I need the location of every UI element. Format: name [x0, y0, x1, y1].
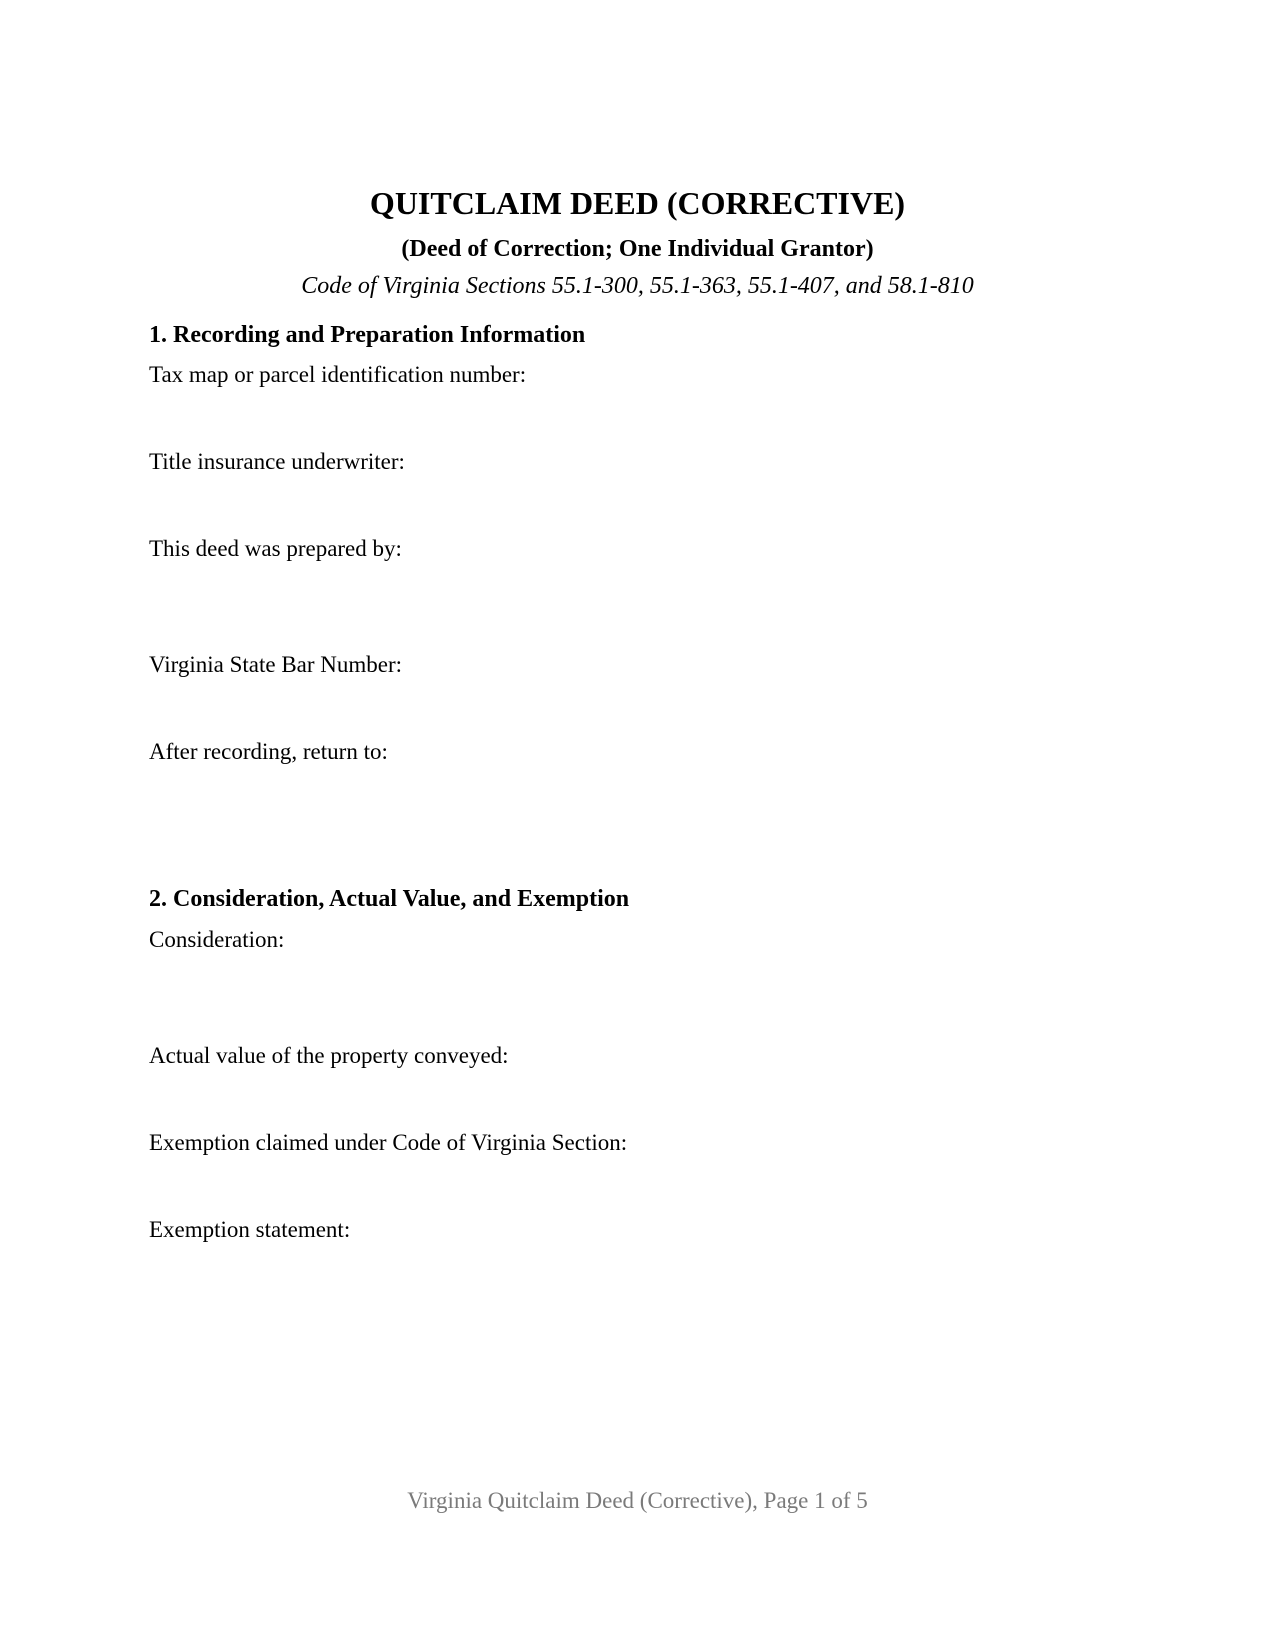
code-reference: Code of Virginia Sections 55.1-300, 55.1-363, 55.1-407, and 58.1-810: [301, 273, 974, 299]
document-subtitle: (Deed of Correction; One Individual Grantor): [401, 236, 874, 262]
document-title: QUITCLAIM DEED (CORRECTIVE): [369, 185, 906, 221]
section-2-heading: 2. Consideration, Actual Value, and Exemption: [149, 886, 630, 912]
field-label-exemption-section: Exemption claimed under Code of Virginia Section:: [149, 1130, 628, 1155]
field-label-actual-value: Actual value of the property conveyed:: [149, 1043, 509, 1068]
field-label-exemption-statement: Exemption statement:: [149, 1217, 351, 1242]
field-label-parcel-id: Tax map or parcel identification number:: [149, 362, 527, 387]
section-1-heading: 1. Recording and Preparation Information: [149, 322, 586, 348]
field-label-consideration: Consideration:: [149, 927, 285, 952]
field-label-title-underwriter: Title insurance underwriter:: [149, 449, 405, 474]
field-label-return-to: After recording, return to:: [149, 739, 388, 764]
page-footer: Virginia Quitclaim Deed (Corrective), Page 1 of 5: [407, 1488, 868, 1513]
field-label-bar-number: Virginia State Bar Number:: [149, 652, 403, 677]
field-label-prepared-by: This deed was prepared by:: [149, 536, 402, 561]
